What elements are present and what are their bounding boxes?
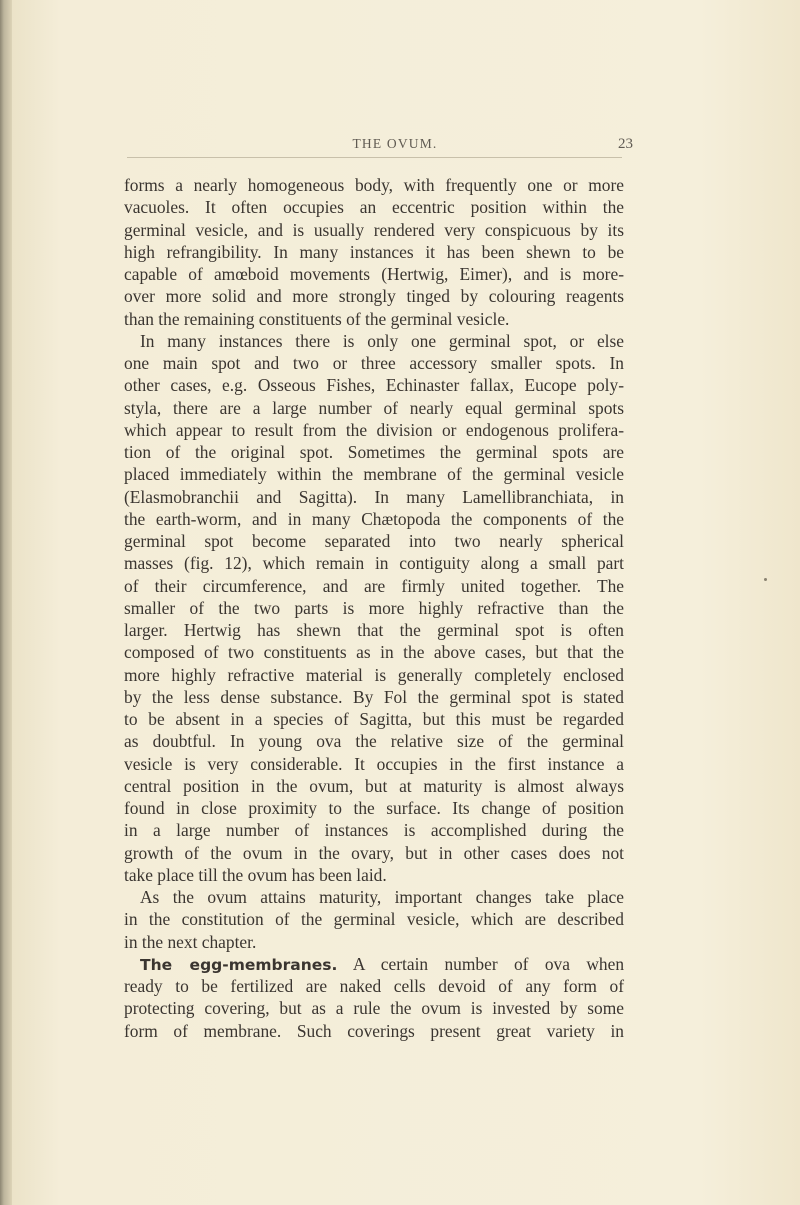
text-line: germinal vesicle, and is usually rendered very conspicuous by its <box>124 219 624 240</box>
section-heading-line <box>124 953 624 975</box>
page-number: 23 <box>618 136 633 152</box>
text-line: other cases, e.g. Osseous Fishes, Echinaster fallax, Eucope poly- <box>124 375 624 396</box>
text-line: than the remaining constituents of the germinal vesicle. <box>124 308 510 329</box>
page-blemish <box>764 578 767 581</box>
text-line: forms a nearly homogeneous body, with frequently one or more <box>124 175 624 195</box>
text-line: high refrangibility. In many instances it has been shewn to be <box>124 241 624 262</box>
text-line: ready to be fertilized are naked cells devoid of any form of <box>124 976 624 996</box>
running-head: THE OVUM. <box>352 136 438 151</box>
text-line: masses (fig. 12), which remain in contiguity along a small part <box>124 553 624 574</box>
section-heading: The egg-membranes. <box>140 955 338 974</box>
text-line: in a large number of instances is accomplished during the <box>124 820 624 841</box>
page-header <box>0 136 800 156</box>
body-text <box>124 174 624 1042</box>
text-line: As the ovum attains maturity, important changes take place <box>140 887 624 907</box>
text-line: take place till the ovum has been laid. <box>124 864 387 885</box>
text-line: in the constitution of the germinal vesicle, which are described <box>124 909 624 930</box>
text-line: In many instances there is only one germinal spot, or else <box>140 330 624 351</box>
text-line: one main spot and two or three accessory smaller spots. In <box>124 353 624 373</box>
text-span: A certain number of ova when <box>352 953 625 974</box>
text-line: vacuoles. It often occupies an eccentric position within the <box>124 197 624 218</box>
header-rule <box>127 157 622 158</box>
text-line: germinal spot become separated into two nearly spherical <box>124 531 624 551</box>
text-line: capable of amœboid movements (Hertwig, Eimer), and is more- <box>124 264 624 284</box>
text-line: as doubtful. In young ova the relative size of the germinal <box>124 731 624 752</box>
text-line: more highly refractive material is generally completely enclosed <box>124 664 624 685</box>
text-line: by the less dense substance. By Fol the germinal spot is stated <box>124 686 624 707</box>
text-line: of their circumference, and are firmly united together. The <box>124 575 624 596</box>
page-gutter <box>0 0 12 1205</box>
text-line: central position in the ovum, but at maturity is almost always <box>124 775 624 796</box>
text-line: vesicle is very considerable. It occupies in the first instance a <box>124 753 624 774</box>
text-line: tion of the original spot. Sometimes the germinal spots are <box>124 442 624 462</box>
text-line: growth of the ovum in the ovary, but in other cases does not <box>124 842 624 863</box>
text-line: form of membrane. Such coverings present great variety in <box>124 1020 624 1041</box>
text-line: (Elasmobranchii and Sagitta). In many Lamellibranchiata, in <box>124 486 624 507</box>
text-line: the earth-worm, and in many Chætopoda the components of the <box>124 508 624 529</box>
text-line: larger. Hertwig has shewn that the germinal spot is often <box>124 620 624 640</box>
text-line: smaller of the two parts is more highly refractive than the <box>124 597 624 618</box>
text-line: styla, there are a large number of nearly equal germinal spots <box>124 397 624 418</box>
text-line: protecting covering, but as a rule the ovum is invested by some <box>124 998 624 1019</box>
text-line: over more solid and more strongly tinged by colouring reagents <box>124 286 624 307</box>
text-line: found in close proximity to the surface. Its change of position <box>124 798 624 818</box>
text-line: in the next chapter. <box>124 931 257 952</box>
text-line: placed immediately within the membrane of the germinal vesicle <box>124 464 624 485</box>
text-line: to be absent in a species of Sagitta, but this must be regarded <box>124 709 624 729</box>
text-line: composed of two constituents as in the above cases, but that the <box>124 642 624 663</box>
text-line: which appear to result from the division or endogenous prolifera- <box>124 419 624 440</box>
